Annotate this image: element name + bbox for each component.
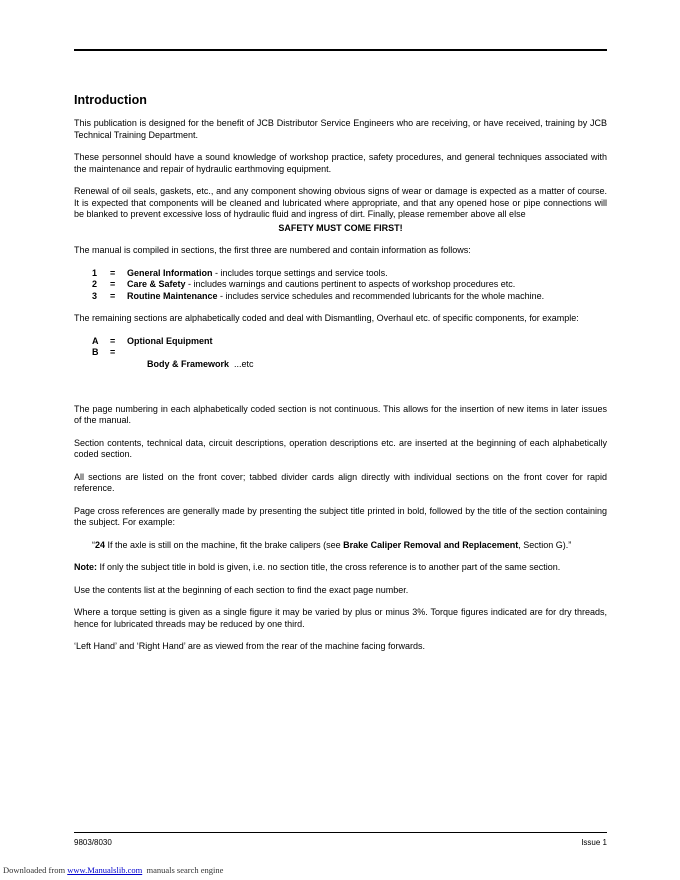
list-item-desc: - includes warnings and cautions pertinent to aspects of workshop procedures etc. bbox=[185, 279, 516, 289]
intro-paragraph-1: This publication is designed for the benefit of JCB Distributor Service Engineers who are receiving, or have received, training by JCB Technical Training Department. bbox=[74, 118, 607, 140]
list-item-letter: B bbox=[92, 347, 99, 357]
list-item-desc: ...etc bbox=[229, 358, 254, 369]
note-text: If only the subject title in bold is given, i.e. no section title, the cross reference is to another part of the same section. bbox=[97, 562, 561, 572]
list-item-equals: = bbox=[110, 347, 116, 357]
numbered-sections-list bbox=[92, 268, 607, 303]
list-item bbox=[92, 279, 607, 291]
list-item-title: Routine Maintenance bbox=[127, 290, 218, 301]
example-bold-reference: Brake Caliper Removal and Replacement bbox=[343, 539, 519, 550]
safety-notice: SAFETY MUST COME FIRST! bbox=[278, 222, 403, 233]
page-numbering-paragraph: The page numbering in each alphabetically coded section is not continuous. This allows for the insertion of new items in later issues of the manual. bbox=[74, 403, 607, 425]
list-item-number: 1 bbox=[92, 267, 98, 278]
intro-paragraph-2: These personnel should have a sound knowledge of workshop practice, safety procedures, and general techniques associated with the maintenance and repair of hydraulic earthmoving equipment. bbox=[74, 152, 607, 174]
page-content bbox=[74, 92, 607, 664]
list-item bbox=[92, 347, 607, 382]
hand-orientation-paragraph: ‘Left Hand’ and ‘Right Hand’ are as viewed from the rear of the machine facing forwards. bbox=[74, 641, 426, 651]
list-item-equals: = bbox=[110, 335, 116, 346]
front-cover-paragraph: All sections are listed on the front cover; tabbed divider cards align directly with individual sections on the front cover for rapid reference. bbox=[74, 471, 607, 493]
page-title: Introduction bbox=[74, 93, 147, 107]
note-paragraph bbox=[74, 562, 607, 574]
cross-reference-example: “24 If the axle is still on the machine, fit the brake calipers (see Brake Caliper Removal and Replacement, Section G).” bbox=[92, 539, 572, 550]
example-step-number: 24 bbox=[95, 539, 106, 550]
list-item-equals: = bbox=[110, 279, 116, 289]
list-item bbox=[92, 268, 607, 280]
cross-reference-paragraph: Page cross references are generally made by presenting the subject title printed in bold, followed by the title of the section containing the subject. For example: bbox=[74, 505, 607, 527]
section-contents-paragraph: Section contents, technical data, circuit descriptions, operation descriptions etc. are inserted at the beginning of each alphabetically coded section. bbox=[74, 437, 607, 459]
intro-paragraph-3: Renewal of oil seals, gaskets, etc., and any component showing obvious signs of wear or damage is expected as a matter of course. It is expected that components will be cleaned and lubricated where appropriate, and that any opened hose or pipe connections will be blanked to prevent excessive loss of hydraulic fluid and ingress of dirt. Finally, please remember above all else bbox=[74, 186, 607, 219]
list-item-title: Care & Safety bbox=[127, 279, 186, 289]
torque-paragraph: Where a torque setting is given as a single figure it may be varied by plus or minus 3%. Torque figures indicated are for dry threads, hence for lubricated threads may be reduced by one third. bbox=[74, 607, 607, 629]
note-label: Note: bbox=[74, 562, 97, 572]
list-item bbox=[92, 336, 607, 348]
manualslib-link[interactable]: www.Manualslib.com bbox=[67, 865, 143, 875]
list-item-equals: = bbox=[110, 290, 116, 301]
list-item-desc: - includes torque settings and service tools. bbox=[212, 267, 388, 278]
lettered-sections-list bbox=[92, 336, 607, 382]
list-item-letter: A bbox=[92, 335, 99, 346]
list-item-number: 3 bbox=[92, 290, 98, 301]
list-item-equals: = bbox=[110, 267, 116, 278]
list-item-desc: - includes service schedules and recommended lubricants for the whole machine. bbox=[217, 290, 545, 301]
lettered-sections-intro: The remaining sections are alphabetically coded and deal with Dismantling, Overhaul etc. of specific components, for example: bbox=[74, 313, 579, 323]
list-item-title: Body & Framework bbox=[147, 358, 230, 369]
download-note: Downloaded from www.Manualslib.com manuals search engine bbox=[3, 865, 224, 875]
list-item-number: 2 bbox=[92, 279, 98, 289]
footer-rule bbox=[74, 832, 607, 833]
issue-number: Issue 1 bbox=[581, 838, 607, 847]
list-item bbox=[92, 291, 607, 303]
sections-intro-paragraph: The manual is compiled in sections, the first three are numbered and contain information as follows: bbox=[74, 245, 471, 255]
contents-list-paragraph: Use the contents list at the beginning of each section to find the exact page number. bbox=[74, 584, 409, 595]
document-number: 9803/8030 bbox=[74, 838, 112, 847]
list-item-title: General Information bbox=[127, 267, 213, 278]
header-rule bbox=[74, 49, 607, 51]
list-item-title: Optional Equipment bbox=[127, 335, 213, 346]
